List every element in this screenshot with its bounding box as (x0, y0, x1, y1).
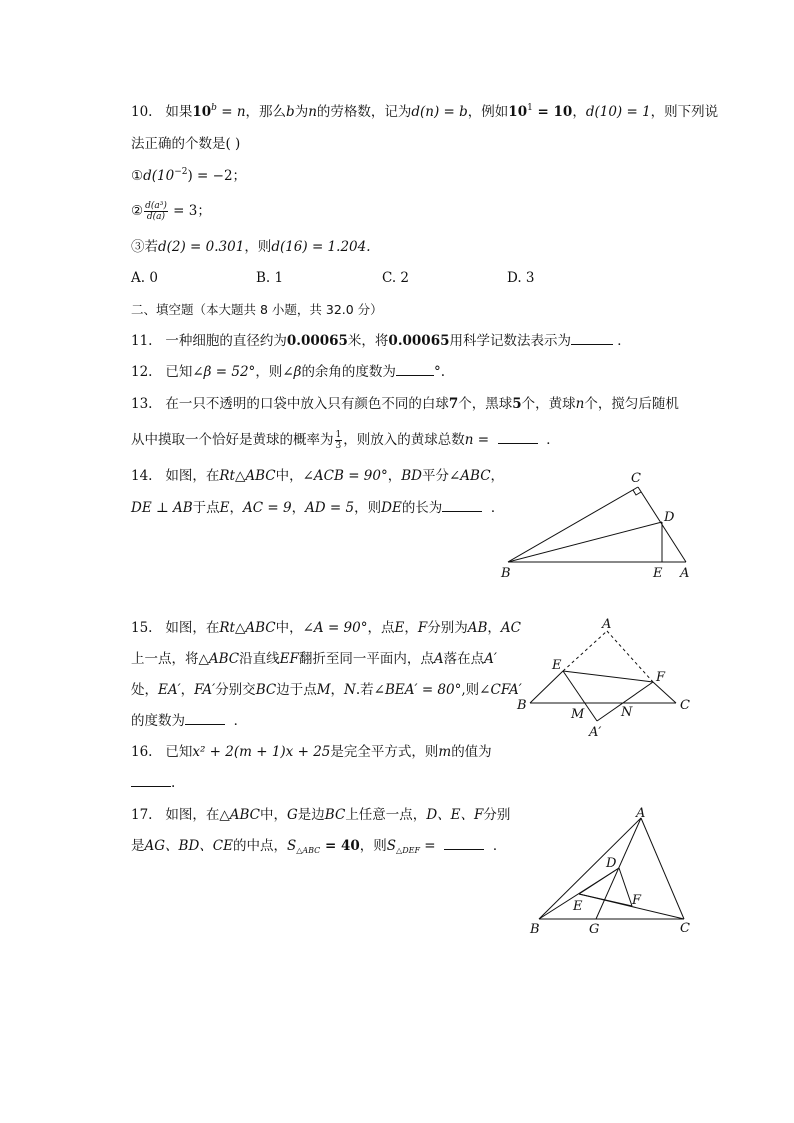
q10-item1: $①d(10^{-2}) = -2$； (131, 167, 247, 184)
label-d: D (606, 856, 617, 871)
q13-line1: 13. 在一只不透明的口袋中放入只有颜色不同的白球7个，黑球5个，黄球n个，搅匀后随机 (131, 396, 679, 412)
label-c: C (680, 698, 690, 713)
q10-option-c: C. 2 (382, 270, 410, 286)
label-n: N (621, 705, 633, 720)
q16-line2: . (131, 774, 175, 792)
label-e: E (573, 899, 583, 914)
q16-line1: 16. 已知x² + 2(m + 1)x + 25是完全平方式，则m的值为 (131, 744, 492, 760)
label-e: E (653, 566, 663, 581)
q10-item3: ③若d(2) = 0.301，则d(16) = 1.204. (131, 239, 371, 255)
segment-df (619, 868, 632, 906)
q10-line2: 法正确的个数是( ) (131, 136, 241, 152)
segment-ba (539, 818, 641, 919)
q14-line2: DE ⊥ AB于点E，AC = 9，AD = 5，则DE的长为 ． (131, 500, 505, 516)
q11: 11. 一种细胞的直径约为0.00065米，将0.00065用科学记数法表示为 ． (131, 333, 631, 349)
q15-line1: 15. 如图，在Rt△ABC中，∠A = 90°，点E，F分别为AB，AC (131, 620, 521, 636)
label-a: A (602, 617, 612, 632)
q15-line4: 的度数为 ． (131, 713, 248, 729)
label-c: C (680, 921, 690, 936)
q15-line3: 处，EA′，FA′分别交BC边于点M，N.若∠BEA′ = 80°,则∠CFA′ (131, 682, 522, 698)
q13-line2: 从中摸取一个恰好是黄球的概率为 $\frac{1}{3}$ ，则放入的黄球总数n = ． (131, 430, 560, 451)
q12: 12. 已知∠β = 52°，则∠β的余角的度数为 °. (131, 364, 445, 380)
label-c: C (631, 471, 641, 486)
segment-ef (579, 894, 632, 906)
label-a: A (636, 806, 646, 821)
label-b: B (501, 566, 511, 581)
q10-line1: 10. 如果$10^b = n$，那么b为n的劳格数，记为d(n) = b，例如$10^1 = 10$，d(10) = 1，则下列说 (131, 103, 719, 120)
label-f: F (632, 893, 642, 908)
label-a: A (680, 566, 690, 581)
label-b: B (530, 922, 540, 937)
segment-ac (641, 818, 684, 919)
section-heading: 二、填空题（本大题共 8 小题，共 32.0 分） (131, 302, 383, 317)
q10-option-d: D. 3 (507, 270, 535, 286)
q17-line1: 17. 如图，在△ABC中，G是边BC上任意一点，D、E、F分别 (131, 807, 511, 823)
label-f: F (656, 670, 666, 685)
q10-item2: ② $\frac{\text{d(a³)}}{d(a)}$ = 3； (131, 201, 211, 222)
q14-line1: 14. 如图，在Rt△ABC中，∠ACB = 90°，BD平分∠ABC， (131, 468, 505, 484)
label-b: B (517, 698, 527, 713)
label-m: M (571, 707, 585, 722)
label-g: G (589, 922, 600, 937)
label-e: E (552, 658, 562, 673)
q15-line2: 上一点，将△ABC沿直线EF翻折至同一平面内，点A落在点A′ (131, 651, 497, 667)
q17-line2: 是AG、BD、CE的中点，$S_{\triangle ABC} = 40$，则$S_{\triangle DEF}$ = ． (131, 838, 507, 855)
label-a-prime: A′ (589, 725, 602, 740)
q10-option-b: B. 1 (256, 270, 284, 286)
q10-option-a: A. 0 (131, 270, 158, 286)
label-d: D (664, 510, 675, 525)
